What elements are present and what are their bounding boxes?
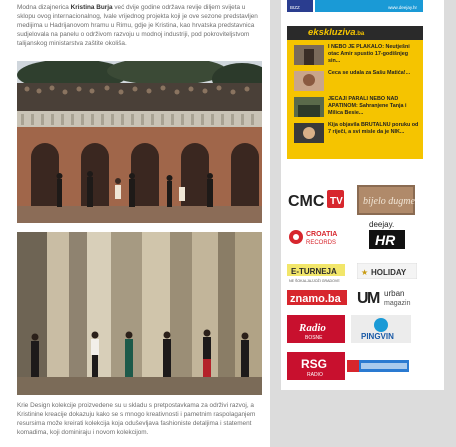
banner-bizz[interactable] (287, 0, 313, 12)
article-photo-runway[interactable] (17, 232, 262, 395)
banner-bizz-label: BIZZ (290, 5, 300, 10)
ekskluziva-header[interactable] (287, 26, 423, 40)
ekskluziva-thumb[interactable] (294, 123, 324, 143)
sidebar (281, 0, 444, 390)
deejay-hr-logo[interactable] (365, 218, 409, 250)
radio-logo[interactable] (287, 315, 345, 343)
e-turneja-text: E-TURNEJA (291, 267, 337, 276)
ekskluziva-thumb[interactable] (294, 45, 324, 65)
cmc-tv-logo[interactable] (287, 186, 345, 212)
ekskluziva-thumb[interactable] (294, 71, 324, 91)
pingvin-text: PINGVIN (361, 332, 394, 341)
ekskluziva-item[interactable] (287, 96, 423, 122)
znamo-ba-logo[interactable] (287, 290, 347, 305)
ekskluziva-item[interactable] (287, 44, 423, 70)
banner-deejay[interactable] (315, 0, 423, 12)
rsg-radio-logo[interactable] (287, 352, 345, 380)
article-paragraph-collection: Krie Design kolekcije proizvedene su u skladu s pretpostavkama za održivi razvoj, a Kristinine kreacije dokazuju kako se s mnogo kreativnosti i pametnim raspolaganjem resursima može kreirati kolekcija koja oduševljava fashioniste detaljima i statement komadima, koji dominiraju i novom kolekcijom. (17, 402, 256, 437)
rsg-subtext: RADIO (307, 372, 323, 378)
e-turneja-logo[interactable] (287, 262, 345, 284)
cmc-text: CMC (288, 193, 325, 210)
croatia-text: CROATIA (306, 231, 338, 238)
deejay-text: deejay. (369, 220, 395, 229)
ekskluziva-thumb[interactable] (294, 97, 324, 117)
cmc-tv-text: TV (330, 196, 343, 207)
hr-text: HR (375, 232, 396, 248)
croatia-records-logo[interactable] (287, 226, 347, 248)
bijelo-dugme-logo[interactable] (357, 185, 415, 215)
rsg-text: RSG (301, 357, 328, 371)
ekskluziva-logo-suffix: .ba (355, 31, 365, 37)
radio-subtext: BOSNE (305, 335, 323, 341)
article-paragraph-intro: Modna dizajnerica Kristina Burja već dvije godine održava revije diljem svijeta u sklopu ovog internacionalnog, Ivale vrijednog projekta koji je ove sezone predstavljen medijima u Hadrijanovom hramu u Rimu, gdje je Kristina, kao hrvatska predstavnica sudjelovala na panelu o održivom razvoju u modnoj industriji, pod pokroviteljstvom talijanskog ministarstva zaštite okoliša. (17, 4, 258, 48)
ekskluziva-widget (287, 26, 423, 159)
article-photo-temple[interactable] (17, 61, 262, 223)
svg-text:★: ★ (361, 268, 369, 277)
ekskluziva-headline[interactable]: JECAJI PARALI NEBO NAD APATINOM: Sahranjene Tanja i Milica Besie... (328, 96, 407, 116)
ekskluziva-item[interactable] (287, 122, 423, 148)
ekskluziva-item[interactable] (287, 70, 423, 96)
znamo-text: znamo.ba (290, 293, 341, 305)
urban-magazin-logo[interactable] (357, 286, 419, 308)
ekskluziva-logo (308, 26, 364, 41)
records-text: RECORDS (306, 240, 337, 246)
ekskluziva-headline[interactable]: Kija objavila BRUTALNU poruku od 7 riječi, a svi misle da je NIK... (328, 122, 419, 135)
magazin-text: magazin (384, 300, 411, 307)
e-turneja-subtext: NE ŠOKALJAJJOŽI GRADOVE (289, 279, 340, 283)
ekskluziva-headline[interactable]: Ceca se udala za Sašu Matića!... (328, 70, 411, 76)
ekskluziva-logo-text: ekskluziva (308, 27, 356, 38)
um-u-text: U (357, 290, 369, 307)
ekskluziva-headline[interactable]: I NEBO JE PLAKALO: Neutješni otac Amir spustio 17-godišnjeg sin... (328, 44, 410, 64)
pingvin-logo[interactable] (351, 315, 411, 343)
urban-text: urban (384, 289, 405, 298)
bijelo-dugme-text: bijelo dugme (363, 196, 415, 207)
radio-text: Radio (299, 322, 326, 334)
partner-strip-logo[interactable] (347, 360, 409, 372)
ekskluziva-list (287, 44, 423, 148)
um-m-text: M (367, 290, 381, 307)
holiday-text: HOLIDAY (371, 268, 407, 277)
holiday-logo[interactable] (357, 263, 417, 279)
banner-deejay-label: www.deejay.hr (388, 5, 417, 10)
